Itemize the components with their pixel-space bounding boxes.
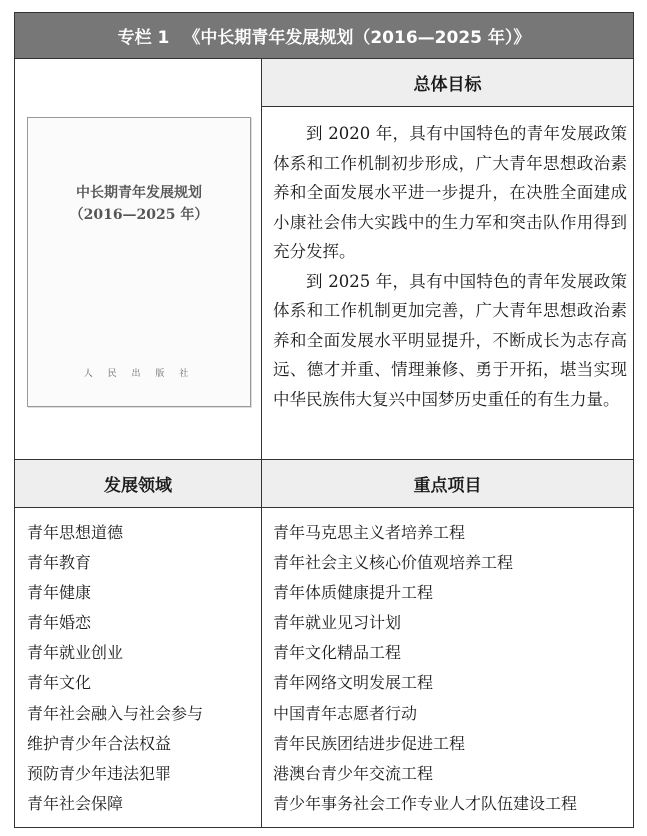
list-item: 青年马克思主义者培养工程	[273, 523, 466, 542]
box-label: 专栏 1	[117, 28, 170, 48]
list-header-divider	[15, 507, 633, 508]
fields-list	[27, 518, 203, 819]
projects-header	[262, 460, 633, 507]
fields-header	[15, 460, 261, 507]
list-item: 青年就业见习计划	[273, 613, 402, 633]
column-divider	[261, 59, 262, 827]
list-item: 维护青少年合法权益	[27, 733, 172, 753]
goals-text	[273, 119, 627, 414]
list-item: 青年健康	[27, 583, 92, 603]
cover-title: 中长期青年发展规划	[76, 185, 202, 201]
list-item: 青年思想道德	[27, 523, 124, 542]
projects-list	[273, 518, 577, 819]
list-item: 青年社会保障	[27, 793, 124, 813]
list-item: 青年体质健康提升工程	[273, 583, 434, 603]
goal-paragraph-2025: 到 2025 年，具有中国特色的青年发展政策体系和工作机制更加完善，广大青年思想政治素养和全面发展水平明显提升，不断成长为志存高远、德才并重、情理兼修、勇于开拓，堪当实现中华民族伟大复兴中国梦历史重任的有生力量。	[273, 271, 627, 409]
list-item: 青少年事务社会工作专业人才队伍建设工程	[273, 793, 578, 813]
feature-box	[14, 12, 634, 828]
fields-header-label: 发展领域	[104, 476, 172, 496]
list-item: 预防青少年违法犯罪	[27, 763, 172, 783]
goals-header-label: 总体目标	[413, 75, 482, 95]
list-item: 青年社会主义核心价值观培养工程	[273, 553, 514, 573]
title-bar	[15, 13, 633, 59]
cover-publisher: 人 民 出 版 社	[83, 369, 195, 379]
list-item: 中国青年志愿者行动	[273, 703, 418, 723]
list-item: 青年就业创业	[27, 643, 124, 663]
list-item: 青年网络文明发展工程	[273, 673, 434, 693]
goals-header-divider	[262, 106, 633, 107]
goal-paragraph-2020: 到 2020 年，具有中国特色的青年发展政策体系和工作机制初步形成，广大青年思想政治素养和全面发展水平进一步提升，在决胜全面建成小康社会伟大实践中的生力军和突击队作用得到充分发挥。	[273, 124, 627, 261]
list-item: 青年民族团结进步促进工程	[273, 733, 466, 753]
list-item: 青年教育	[27, 553, 92, 573]
list-item: 青年文化精品工程	[273, 643, 402, 663]
list-item: 青年婚恋	[27, 613, 92, 633]
list-item: 青年文化	[27, 673, 92, 693]
goals-header	[262, 59, 633, 106]
projects-header-label: 重点项目	[413, 476, 482, 496]
list-item: 青年社会融入与社会参与	[27, 703, 204, 723]
box-title: 《中长期青年发展规划（2016—2025 年）》	[183, 28, 531, 48]
book-cover-image	[27, 117, 251, 407]
list-item: 港澳台青少年交流工程	[273, 763, 434, 783]
cover-subtitle: （2016—2025 年）	[69, 207, 209, 223]
